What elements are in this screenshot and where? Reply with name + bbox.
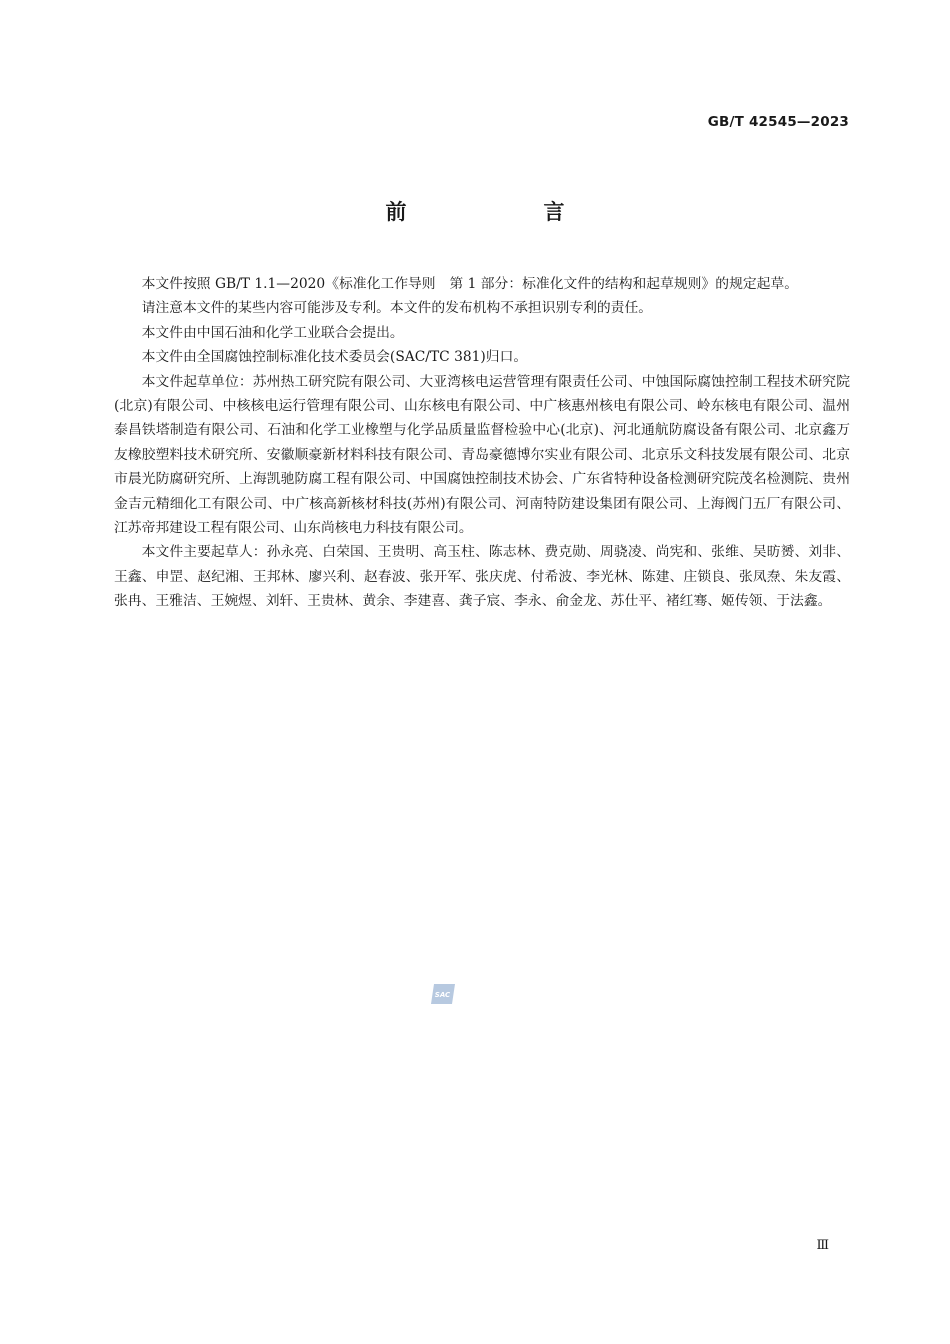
paragraph-committee: 本文件由全国腐蚀控制标准化技术委员会(SAC/TC 381)归口。: [141, 349, 528, 366]
paragraph-proposer: 本文件由中国石油和化学工业联合会提出。: [141, 324, 404, 341]
foreword-body: [114, 272, 850, 614]
standard-code: GB/T 42545—2023: [707, 114, 849, 130]
paragraph-drafting-rules: 本文件按照 GB/T 1.1—2020《标准化工作导则 第 1 部分：标准化文件的结构和起草规则》的规定起草。: [141, 276, 799, 292]
paragraph-patent-notice: 请注意本文件的某些内容可能涉及专利。本文件的发布机构不承担识别专利的责任。: [141, 300, 653, 317]
paragraph-drafters: 本文件主要起草人：孙永亮、白荣国、王贵明、高玉柱、陈志林、费克勋、周骁凌、尚宪和、张维、吴昉赟、刘非、王鑫、申罡、赵纪湘、王邦林、廖兴利、赵春波、张开军、张庆虎、付希波、李光林、陈建、庄锁良、张凤焘、朱友霞、张冉、王雅洁、王婉煜、刘轩、王贵林、黄余、李建喜、龚子宸、李永、俞金龙、苏仕平、褚红骞、姬传领、于法鑫。: [114, 544, 850, 610]
sac-logo-icon: [430, 983, 456, 1005]
page-number: Ⅲ: [816, 1238, 829, 1253]
svg-text:SAC: SAC: [434, 991, 451, 999]
paragraph-drafting-units: 本文件起草单位：苏州热工研究院有限公司、大亚湾核电运营管理有限责任公司、中蚀国际腐蚀控制工程技术研究院(北京)有限公司、中核核电运行管理有限公司、山东核电有限公司、中广核惠州核电有限公司、岭东核电有限公司、温州泰昌铁塔制造有限公司、石油和化学工业橡塑与化学品质量监督检验中心(北京)、河北通航防腐设备有限公司、北京鑫万友橡胶塑料技术研究所、安徽顺豪新材料科技有限公司、青岛豪德博尔实业有限公司、北京乐文科技发展有限公司、北京市晨光防腐研究所、上海凯驰防腐工程有限公司、中国腐蚀控制技术协会、广东省特种设备检测研究院茂名检测院、贵州金吉元精细化工有限公司、中广核高新核材科技(苏州)有限公司、河南特防建设集团有限公司、上海阀门五厂有限公司、江苏帝邦建设工程有限公司、山东尚核电力科技有限公司。: [114, 373, 850, 537]
page-title: 前 言: [385, 200, 623, 224]
